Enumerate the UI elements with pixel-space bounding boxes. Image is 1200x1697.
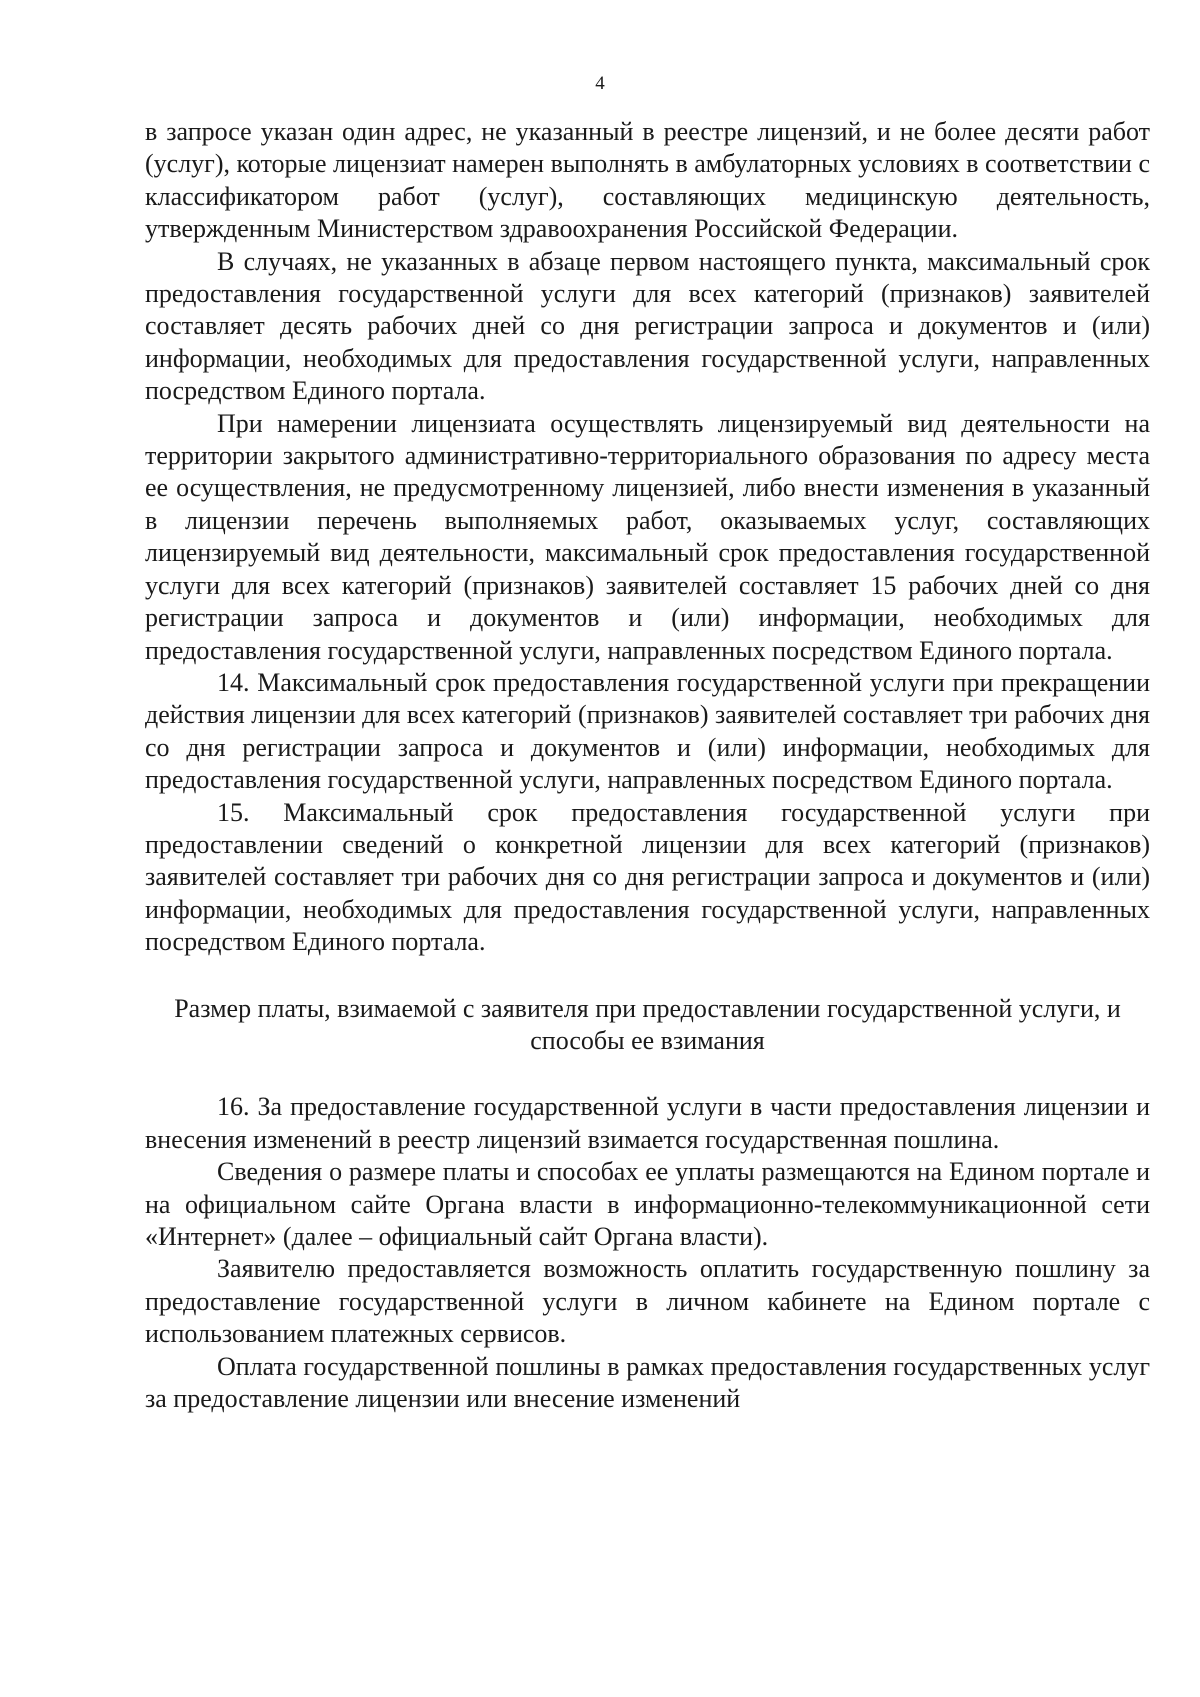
- page-number: 4: [595, 73, 605, 94]
- paragraph-zato-term: При намерении лицензиата осуществлять лицензируемый вид деятельности на территории закрытого административно-территориального образования по адресу места ее осуществления, не предусмотренному лицензией, либо внести изменения в указанный в лицензии перечень выполняемых работ, оказываемых услуг, составляющих лицензируемый вид деятельности, максимальный срок предоставления государственной услуги для всех категорий (признаков) заявителей составляет 15 рабочих дней со дня регистрации запроса и документов и (или) информации, необходимых для предоставления государственной услуги, направленных посредством Единого портала.: [145, 408, 1150, 665]
- paragraph-item-16: 16. За предоставление государственной услуги в части предоставления лицензии и внесения изменений в реестр лицензий взимается государственная пошлина.: [145, 1092, 1150, 1154]
- paragraph-continuation: в запросе указан один адрес, не указанный в реестре лицензий, и не более десяти работ (услуг), которые лицензиат намерен выполнять в амбулаторных условиях в соответствии с классификатором работ (услуг), составляющих медицинскую деятельность, утвержденным Министерством здравоохранения Российской Федерации.: [145, 117, 1150, 244]
- section-spacer: [145, 959, 1150, 993]
- paragraph-fee-info: Сведения о размере платы и способах ее уплаты размещаются на Едином портале и на официальном сайте Органа власти в информационно-телекоммуникационной сети «Интернет» (далее – официальный сайт Органа власти).: [145, 1157, 1150, 1251]
- paragraph-payment-option: Заявителю предоставляется возможность оплатить государственную пошлину за предоставление государственной услуги в личном кабинете на Едином портале с использованием платежных сервисов.: [145, 1254, 1150, 1349]
- section-spacer: [145, 1057, 1150, 1091]
- paragraph-item-14: 14. Максимальный срок предоставления государственной услуги при прекращении действия лицензии для всех категорий (признаков) заявителей составляет три рабочих дня со дня регистрации запроса и документов и (или) информации, необходимых для предоставления государственной услуги, направленных посредством Единого портала.: [145, 667, 1150, 795]
- paragraph-payment-duty: Оплата государственной пошлины в рамках предоставления государственных услуг за предоставление лицензии или внесение изменений: [145, 1351, 1150, 1414]
- section-heading: Размер платы, взимаемой с заявителя при предоставлении государственной услуги, и способы ее взимания: [174, 993, 1121, 1055]
- paragraph-other-cases-term: В случаях, не указанных в абзаце первом настоящего пункта, максимальный срок предоставления государственной услуги для всех категорий (признаков) заявителей составляет десять рабочих дней со дня регистрации запроса и документов и (или) информации, необходимых для предоставления государственной услуги, направленных посредством Единого портала.: [145, 246, 1150, 406]
- document-body: [145, 116, 1150, 1415]
- paragraph-item-15: 15. Максимальный срок предоставления государственной услуги при предоставлении сведений о конкретной лицензии для всех категорий (признаков) заявителей составляет три рабочих дня со дня регистрации запроса и документов и (или) информации, необходимых для предоставления государственной услуги, направленных посредством Единого портала.: [145, 797, 1150, 957]
